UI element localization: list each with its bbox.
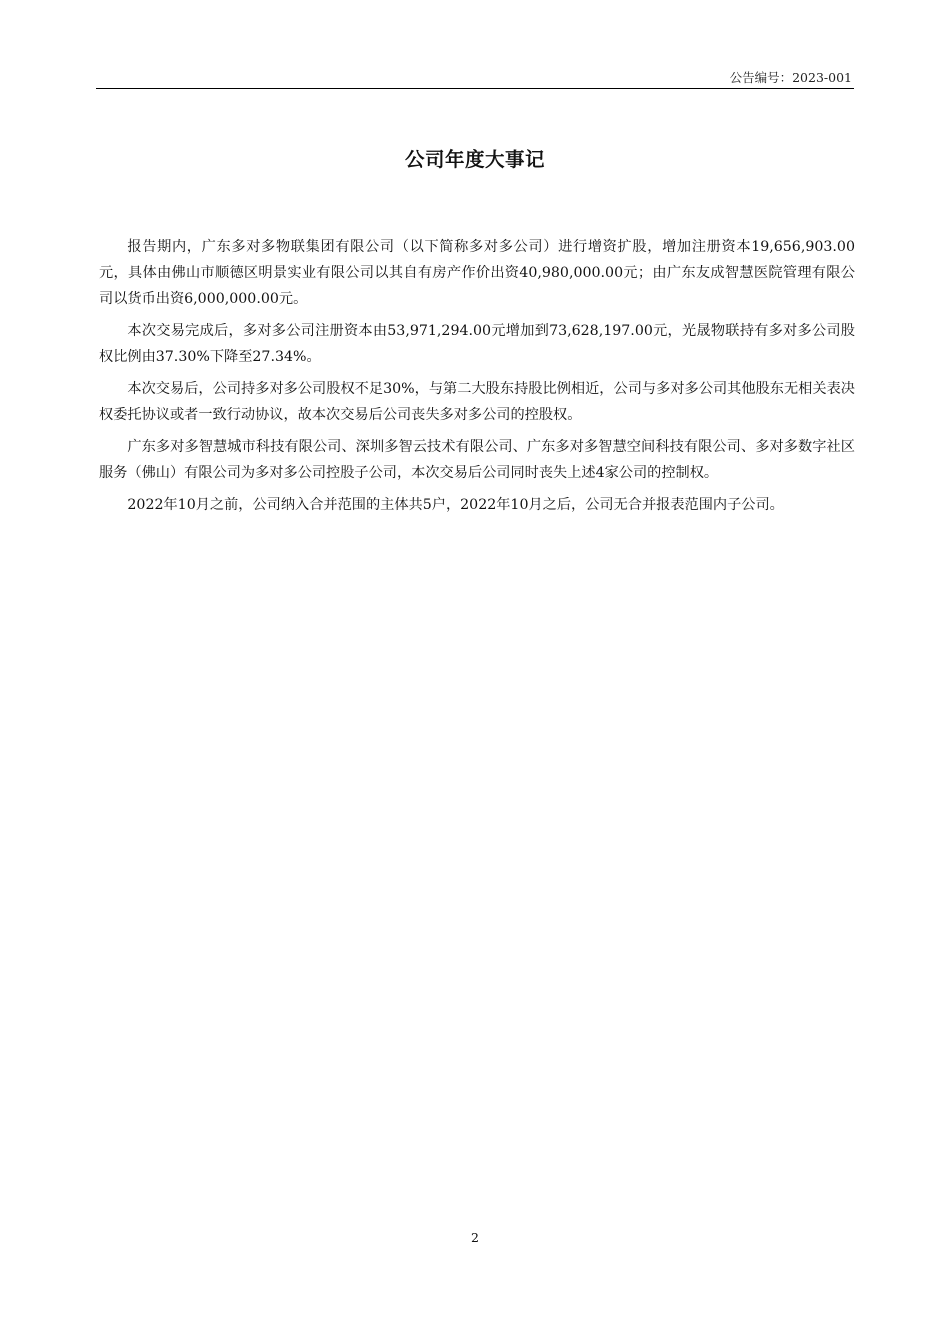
page-header bbox=[96, 66, 854, 89]
paragraph-subsidiaries: 广东多对多智慧城市科技有限公司、深圳多智云技术有限公司、广东多对多智慧空间科技有限公司、多对多数字社区服务（佛山）有限公司为多对多公司控股子公司，本次交易后公司同时丧失上述4家公司的控制权。 bbox=[99, 439, 855, 481]
paragraph-capital-increase: 报告期内，广东多对多物联集团有限公司（以下简称多对多公司）进行增资扩股，增加注册资本19,656,903.00元，具体由佛山市顺德区明景实业有限公司以其自有房产作价出资40,980,000.00元；由广东友成智慧医院管理有限公司以货币出资6,000,000.00元。 bbox=[99, 239, 855, 307]
page-number: 2 bbox=[471, 1230, 479, 1245]
paragraph-loss-of-control: 本次交易后，公司持多对多公司股权不足30%，与第二大股东持股比例相近，公司与多对多公司其他股东无相关表决权委托协议或者一致行动协议，故本次交易后公司丧失多对多公司的控股权。 bbox=[99, 381, 855, 423]
notice-number: 公告编号：2023-001 bbox=[729, 70, 852, 85]
paragraph-registered-capital-change: 本次交易完成后，多对多公司注册资本由53,971,294.00元增加到73,628,197.00元，光晟物联持有多对多公司股权比例由37.30%下降至27.34%。 bbox=[99, 323, 855, 365]
page-title: 公司年度大事记 bbox=[404, 148, 545, 171]
paragraph-consolidation-scope: 2022年10月之前，公司纳入合并范围的主体共5户，2022年10月之后，公司无合并报表范围内子公司。 bbox=[127, 497, 784, 513]
document-body bbox=[99, 234, 855, 524]
